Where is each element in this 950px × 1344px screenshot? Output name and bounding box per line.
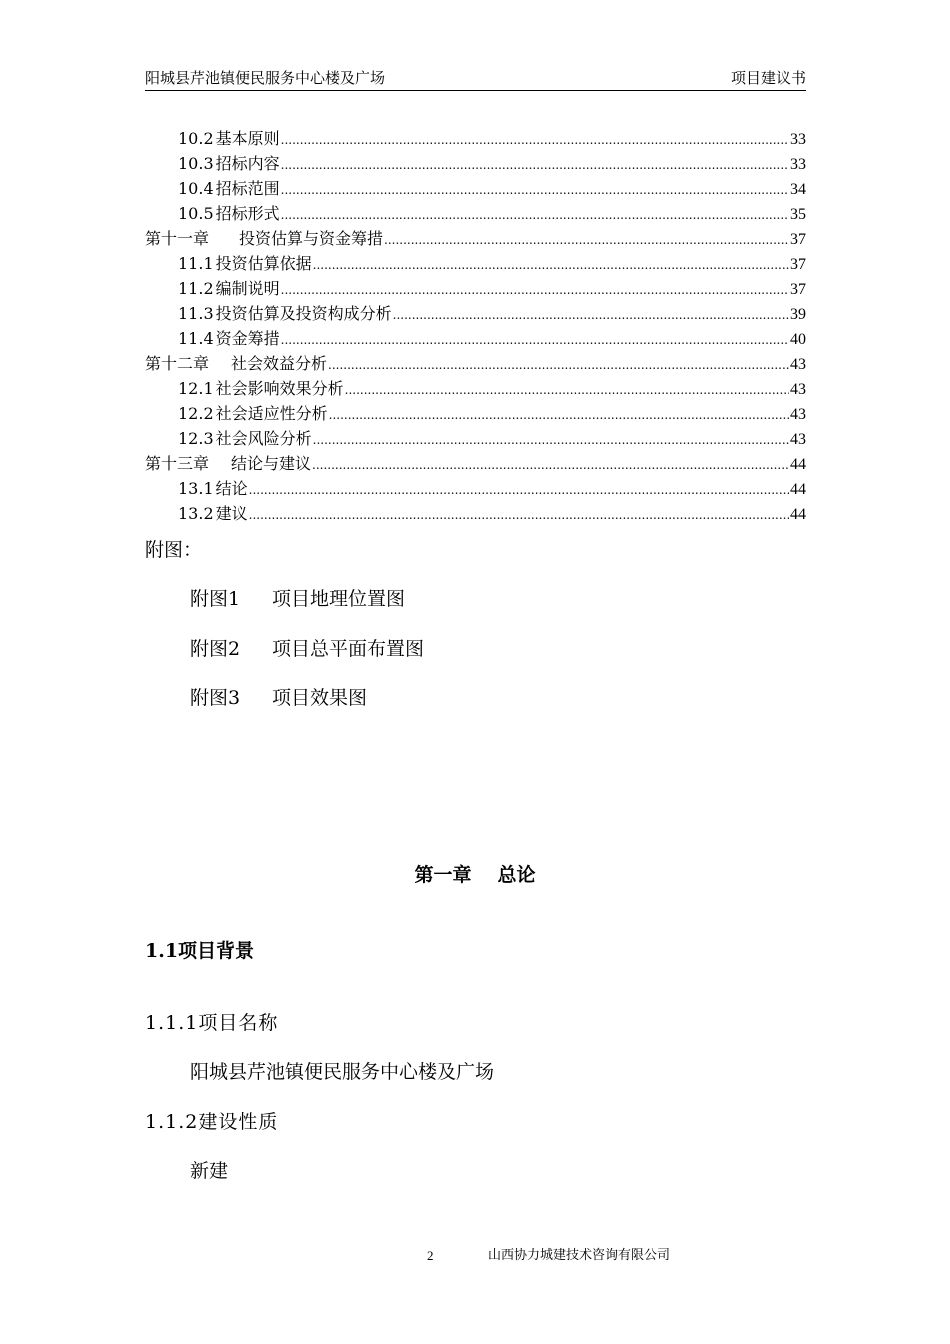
subsection-title: 1.1.1项目名称 <box>145 1012 279 1034</box>
toc-entry-title: 社会效益分析 <box>231 354 328 373</box>
figure-item <box>190 585 405 613</box>
toc-entry-title: 编制说明 <box>215 279 280 298</box>
toc-entry-page: 33 <box>790 131 806 148</box>
toc-entry-page: 43 <box>790 406 806 423</box>
toc-entry-page: 33 <box>790 156 806 173</box>
toc-entry[interactable] <box>145 176 806 201</box>
toc-dot-leader <box>249 503 789 528</box>
figure-item <box>190 635 424 663</box>
toc-entry-number: 第十一章 <box>145 229 210 248</box>
toc-entry[interactable] <box>145 251 806 276</box>
toc-entry[interactable] <box>145 376 806 401</box>
toc-entry-number: 第十三章 <box>145 454 210 473</box>
header-project-name: 阳城县芹池镇便民服务中心楼及广场 <box>145 69 386 87</box>
figure-title: 项目地理位置图 <box>272 588 406 610</box>
toc-entry[interactable] <box>145 351 806 376</box>
toc-entry[interactable] <box>145 151 806 176</box>
toc-entry-page: 37 <box>790 231 806 248</box>
toc-entry-number: 12.2 <box>178 404 214 423</box>
figure-number: 附图1 <box>190 588 241 610</box>
toc-entry[interactable] <box>145 426 806 451</box>
figure-item <box>190 684 367 712</box>
page-header <box>145 68 806 91</box>
toc-entry[interactable] <box>145 276 806 301</box>
toc-dot-leader <box>328 353 789 378</box>
toc-entry-title: 投资估算依据 <box>215 254 312 273</box>
toc-entry-title: 投资估算与资金筹措 <box>239 229 384 248</box>
toc-dot-leader <box>313 253 789 278</box>
toc-entry-title: 社会风险分析 <box>215 429 312 448</box>
toc-dot-leader <box>249 478 789 503</box>
toc-entry-title: 结论 <box>215 479 248 498</box>
toc-entry-title: 招标内容 <box>215 154 280 173</box>
toc-entry-page: 37 <box>790 281 806 298</box>
toc-entry-title: 资金筹措 <box>215 329 280 348</box>
subsection-title: 1.1.2建设性质 <box>145 1111 279 1133</box>
toc-entry-page: 40 <box>790 331 806 348</box>
toc-entry-page: 43 <box>790 356 806 373</box>
chapter-name: 总论 <box>497 864 536 886</box>
section-title: 1.1项目背景 <box>145 940 255 962</box>
toc-entry[interactable] <box>145 451 806 476</box>
toc-entry-number: 10.2 <box>178 129 214 148</box>
subsection-body: 阳城县芹池镇便民服务中心楼及广场 <box>190 1061 495 1083</box>
chapter-number: 第一章 <box>414 864 472 886</box>
header-doc-type: 项目建议书 <box>730 69 806 87</box>
toc-entry-page: 43 <box>790 381 806 398</box>
toc-entry-number: 11.3 <box>178 304 214 323</box>
toc-entry-page: 43 <box>790 431 806 448</box>
toc-entry[interactable] <box>145 301 806 326</box>
toc-entry[interactable] <box>145 476 806 501</box>
toc-dot-leader <box>281 128 789 153</box>
toc-entry-title: 基本原则 <box>215 129 280 148</box>
toc-entry-page: 44 <box>790 506 806 523</box>
toc-entry-number: 10.3 <box>178 154 214 173</box>
toc-entry-number: 11.1 <box>178 254 214 273</box>
toc-entry-page: 34 <box>790 181 806 198</box>
toc-dot-leader <box>281 328 789 353</box>
toc-entry[interactable] <box>145 326 806 351</box>
toc-entry-title: 结论与建议 <box>231 454 312 473</box>
toc-entry-number: 13.1 <box>178 479 214 498</box>
toc-entry-number: 13.2 <box>178 504 214 523</box>
toc-entry-title: 投资估算及投资构成分析 <box>215 304 392 323</box>
toc-entry-title: 招标形式 <box>215 204 280 223</box>
toc-entry[interactable] <box>145 501 806 526</box>
toc-entry[interactable] <box>145 401 806 426</box>
toc-entry-number: 11.2 <box>178 279 214 298</box>
toc-dot-leader <box>281 278 789 303</box>
figure-number: 附图2 <box>190 638 241 660</box>
figure-title: 项目效果图 <box>272 687 368 709</box>
toc-entry-title: 社会影响效果分析 <box>215 379 344 398</box>
toc-entry-number: 11.4 <box>178 329 214 348</box>
toc-entry-page: 44 <box>790 456 806 473</box>
toc-dot-leader <box>313 428 789 453</box>
toc-entry-number: 第十二章 <box>145 354 210 373</box>
toc-entry-page: 44 <box>790 481 806 498</box>
toc-dot-leader <box>312 453 789 478</box>
toc-entry[interactable] <box>145 226 806 251</box>
toc-entry-title: 建议 <box>215 504 248 523</box>
toc-entry[interactable] <box>145 201 806 226</box>
figures-heading: 附图： <box>145 539 203 561</box>
toc-dot-leader <box>393 303 789 328</box>
toc-dot-leader <box>384 228 789 253</box>
toc-entry-number: 10.4 <box>178 179 214 198</box>
toc-entry-title: 招标范围 <box>215 179 280 198</box>
toc-entry-number: 10.5 <box>178 204 214 223</box>
toc-dot-leader <box>281 203 789 228</box>
toc-entry-title: 社会适应性分析 <box>215 404 328 423</box>
footer-page-number: 2 <box>427 1248 434 1263</box>
subsection-body: 新建 <box>190 1160 229 1182</box>
toc-dot-leader <box>281 153 789 178</box>
toc-entry[interactable] <box>145 126 806 151</box>
toc-dot-leader <box>281 178 789 203</box>
table-of-contents <box>145 126 806 526</box>
toc-entry-page: 37 <box>790 256 806 273</box>
toc-entry-page: 39 <box>790 306 806 323</box>
figure-number: 附图3 <box>190 687 241 709</box>
toc-entry-number: 12.3 <box>178 429 214 448</box>
toc-dot-leader <box>345 378 789 403</box>
toc-entry-number: 12.1 <box>178 379 214 398</box>
toc-dot-leader <box>329 403 789 428</box>
footer-company: 山西协力城建技术咨询有限公司 <box>488 1248 671 1263</box>
chapter-title <box>0 860 950 890</box>
figure-title: 项目总平面布置图 <box>272 638 425 660</box>
toc-entry-page: 35 <box>790 206 806 223</box>
